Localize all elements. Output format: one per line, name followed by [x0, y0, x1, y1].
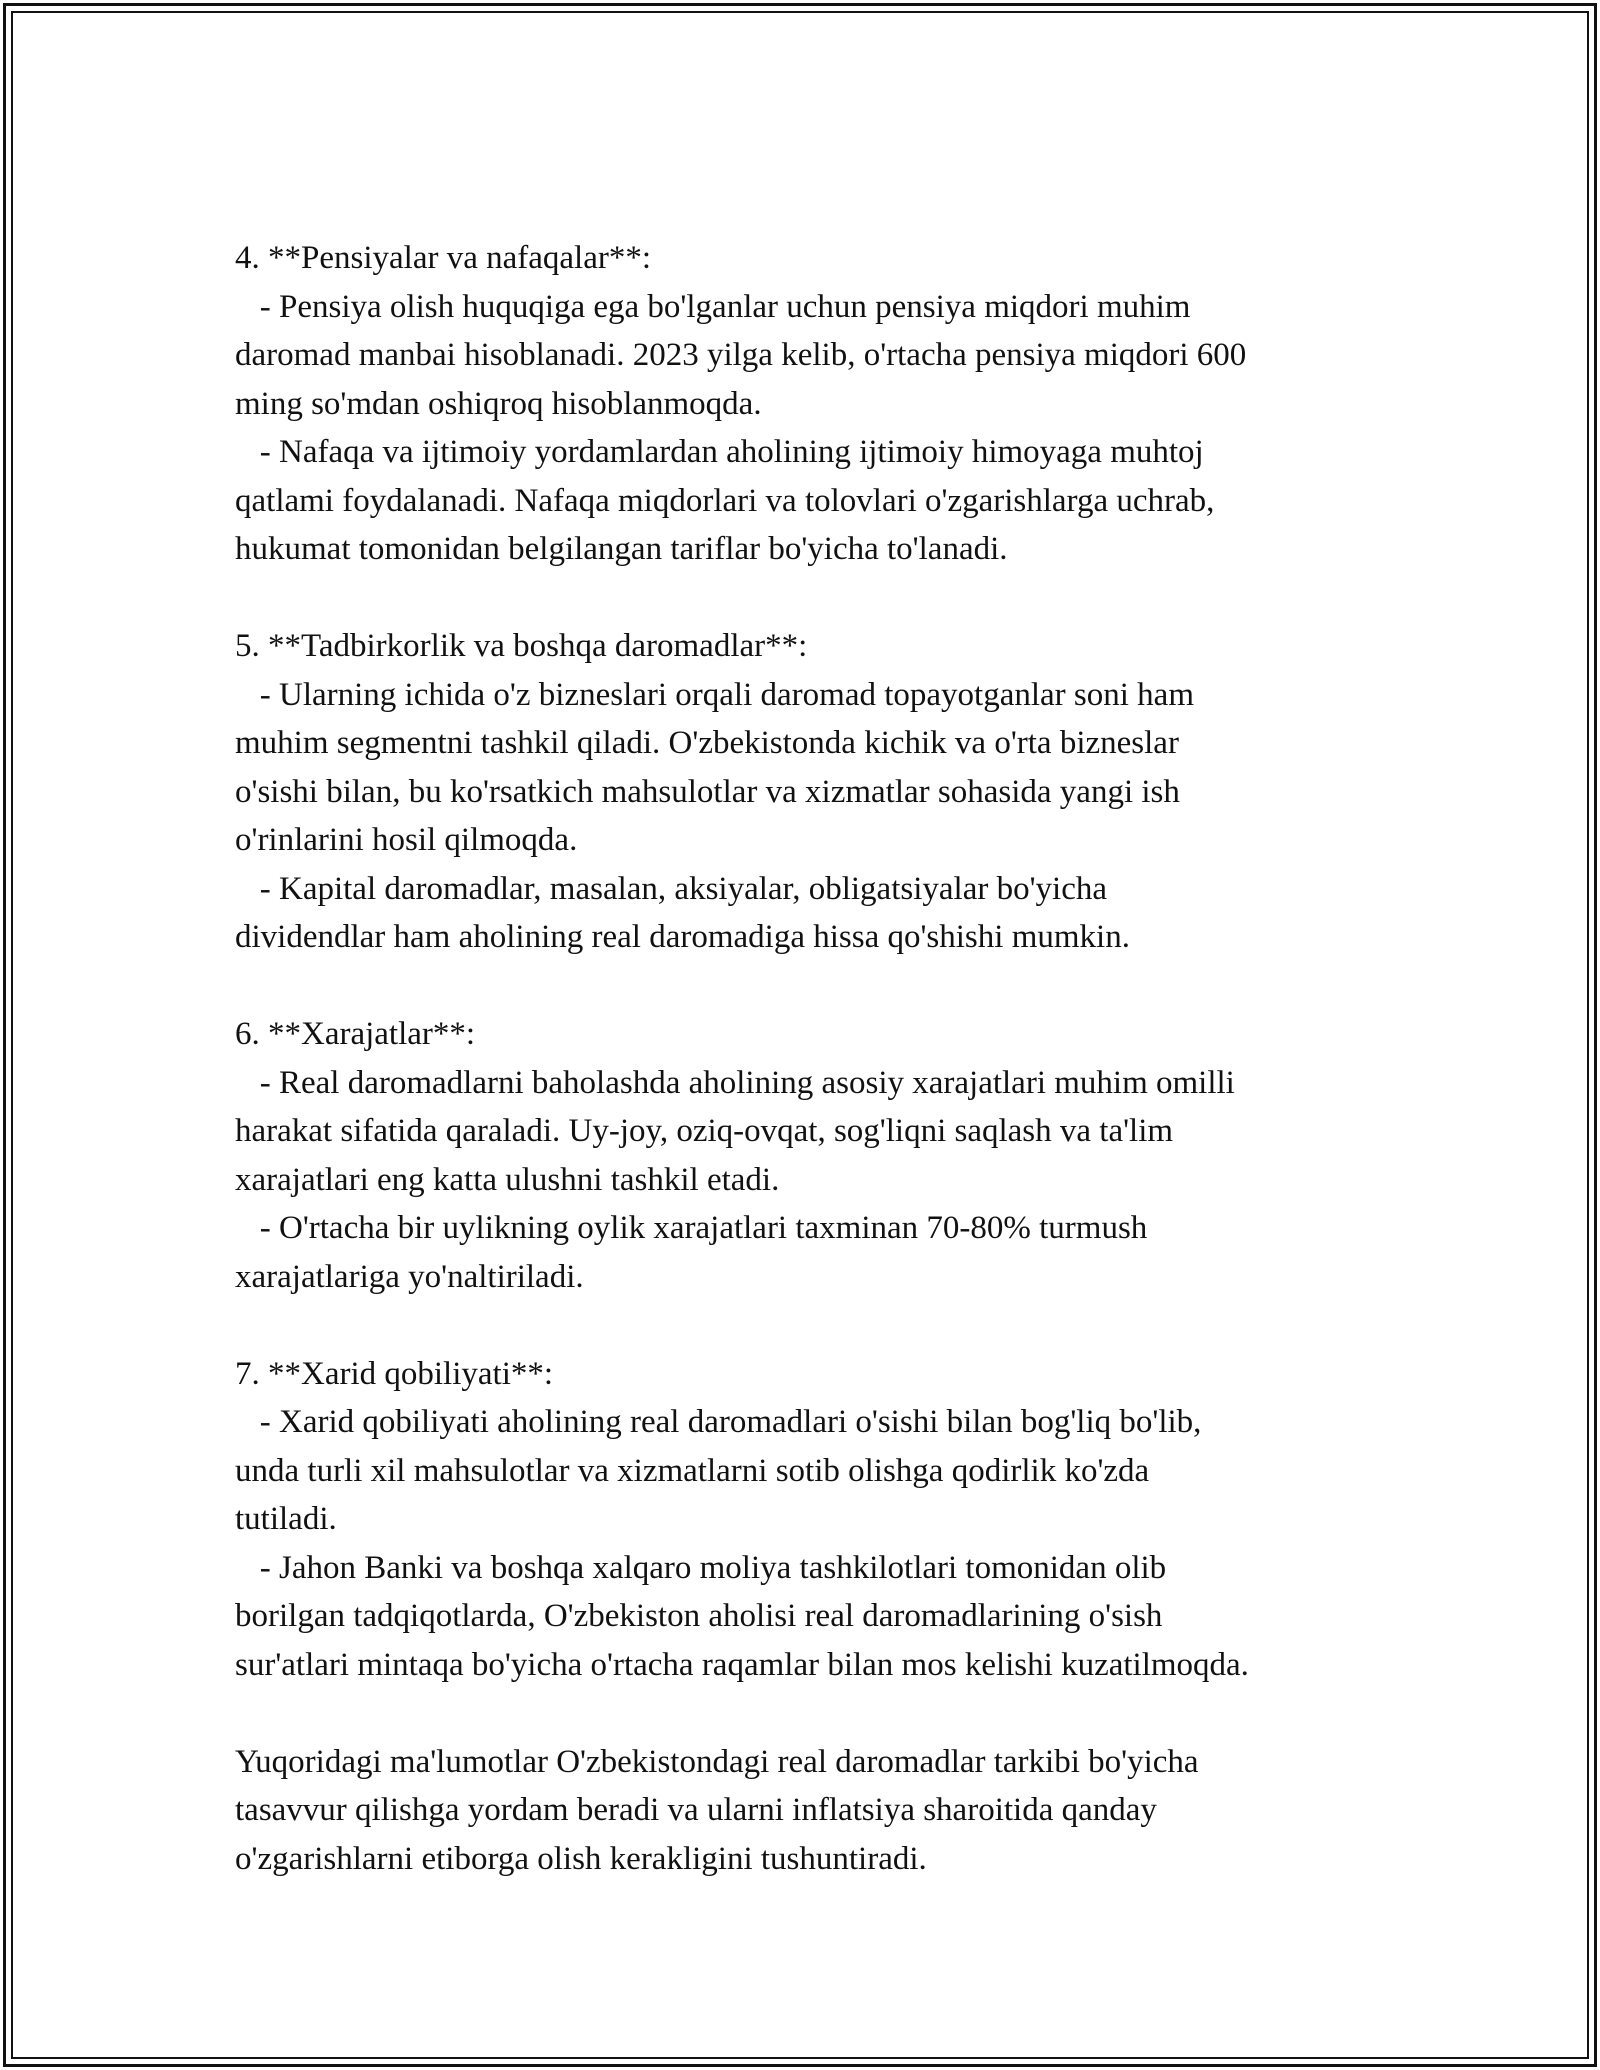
text-line: o'sishi bilan, bu ko'rsatkich mahsulotlar va xizmatlar sohasida yangi ish: [235, 773, 1180, 810]
text-line: - O'rtacha bir uylikning oylik xarajatlari taxminan 70-80% turmush: [235, 1210, 1148, 1246]
section-5: [235, 622, 1385, 962]
text-line: unda turli xil mahsulotlar va xizmatlarni sotib olishga qodirlik ko'zda: [235, 1452, 1150, 1489]
bullet-item: [235, 283, 1385, 429]
paragraph-gap: [235, 962, 1385, 1011]
text-line: tutiladi.: [235, 1501, 337, 1537]
paragraph-gap: [235, 1689, 1385, 1738]
paragraph-gap: [235, 574, 1385, 623]
text-line: o'zgarishlarni etiborga olish kerakligini tushuntiradi.: [235, 1840, 927, 1877]
text-line: qatlami foydalanadi. Nafaqa miqdorlari va tolovlari o'zgarishlarga uchrab,: [235, 482, 1215, 519]
text-line: - Kapital daromadlar, masalan, aksiyalar, obligatsiyalar bo'yicha: [235, 870, 1107, 907]
text-line: hukumat tomonidan belgilangan tariflar bo'yicha to'lanadi.: [235, 531, 1008, 567]
text-line: xarajatlariga yo'naltiriladi.: [235, 1258, 584, 1295]
section-heading: 7. **Xarid qobiliyati**:: [235, 1355, 554, 1392]
text-line: borilgan tadqiqotlarda, O'zbekiston aholisi real daromadlarining o'sish: [235, 1598, 1163, 1634]
text-line: - Pensiya olish huquqiga ega bo'lganlar uchun pensiya miqdori muhim: [235, 288, 1191, 325]
text-line: Yuqoridagi ma'lumotlar O'zbekistondagi real daromadlar tarkibi bo'yicha: [235, 1743, 1199, 1780]
text-line: - Nafaqa va ijtimoiy yordamlardan aholining ijtimoiy himoyaga muhtoj: [235, 434, 1204, 470]
text-line: muhim segmentni tashkil qiladi. O'zbekistonda kichik va o'rta bizneslar: [235, 725, 1179, 761]
bullet-item: [235, 1204, 1385, 1301]
section-4: [235, 234, 1385, 574]
section-7: [235, 1350, 1385, 1690]
text-line: o'rinlarini hosil qilmoqda.: [235, 822, 578, 858]
text-line: harakat sifatida qaraladi. Uy-joy, oziq-ovqat, sog'liqni saqlash va ta'lim: [235, 1113, 1174, 1149]
document-body: [235, 234, 1385, 1883]
text-line: xarajatlari eng katta ulushni tashkil etadi.: [235, 1161, 780, 1198]
text-line: daromad manbai hisoblanadi. 2023 yilga kelib, o'rtacha pensiya miqdori 600: [235, 337, 1247, 373]
bullet-item: [235, 671, 1385, 865]
text-line: - Jahon Banki va boshqa xalqaro moliya tashkilotlari tomonidan olib: [235, 1549, 1167, 1586]
bullet-item: [235, 865, 1385, 962]
section-heading: 5. **Tadbirkorlik va boshqa daromadlar**:: [235, 628, 808, 664]
bullet-item: [235, 428, 1385, 574]
bullet-item: [235, 1398, 1385, 1544]
conclusion-paragraph: [235, 1738, 1385, 1884]
section-6: [235, 1010, 1385, 1301]
section-heading: 6. **Xarajatlar**:: [235, 1016, 476, 1052]
text-line: dividendlar ham aholining real daromadiga hissa qo'shishi mumkin.: [235, 919, 1130, 955]
paragraph-gap: [235, 1301, 1385, 1350]
text-line: - Ularning ichida o'z bizneslari orqali daromad topayotganlar soni ham: [235, 676, 1194, 713]
text-line: ming so'mdan oshiqroq hisoblanmoqda.: [235, 385, 762, 422]
text-line: - Xarid qobiliyati aholining real daromadlari o'sishi bilan bog'liq bo'lib,: [235, 1404, 1202, 1440]
text-line: - Real daromadlarni baholashda aholining asosiy xarajatlari muhim omilli: [235, 1064, 1235, 1101]
text-line: sur'atlari mintaqa bo'yicha o'rtacha raqamlar bilan mos kelishi kuzatilmoqda.: [235, 1646, 1249, 1683]
section-heading: 4. **Pensiyalar va nafaqalar**:: [235, 240, 652, 276]
bullet-item: [235, 1059, 1385, 1205]
text-line: tasavvur qilishga yordam beradi va ularni inflatsiya sharoitida qanday: [235, 1792, 1157, 1828]
bullet-item: [235, 1544, 1385, 1690]
